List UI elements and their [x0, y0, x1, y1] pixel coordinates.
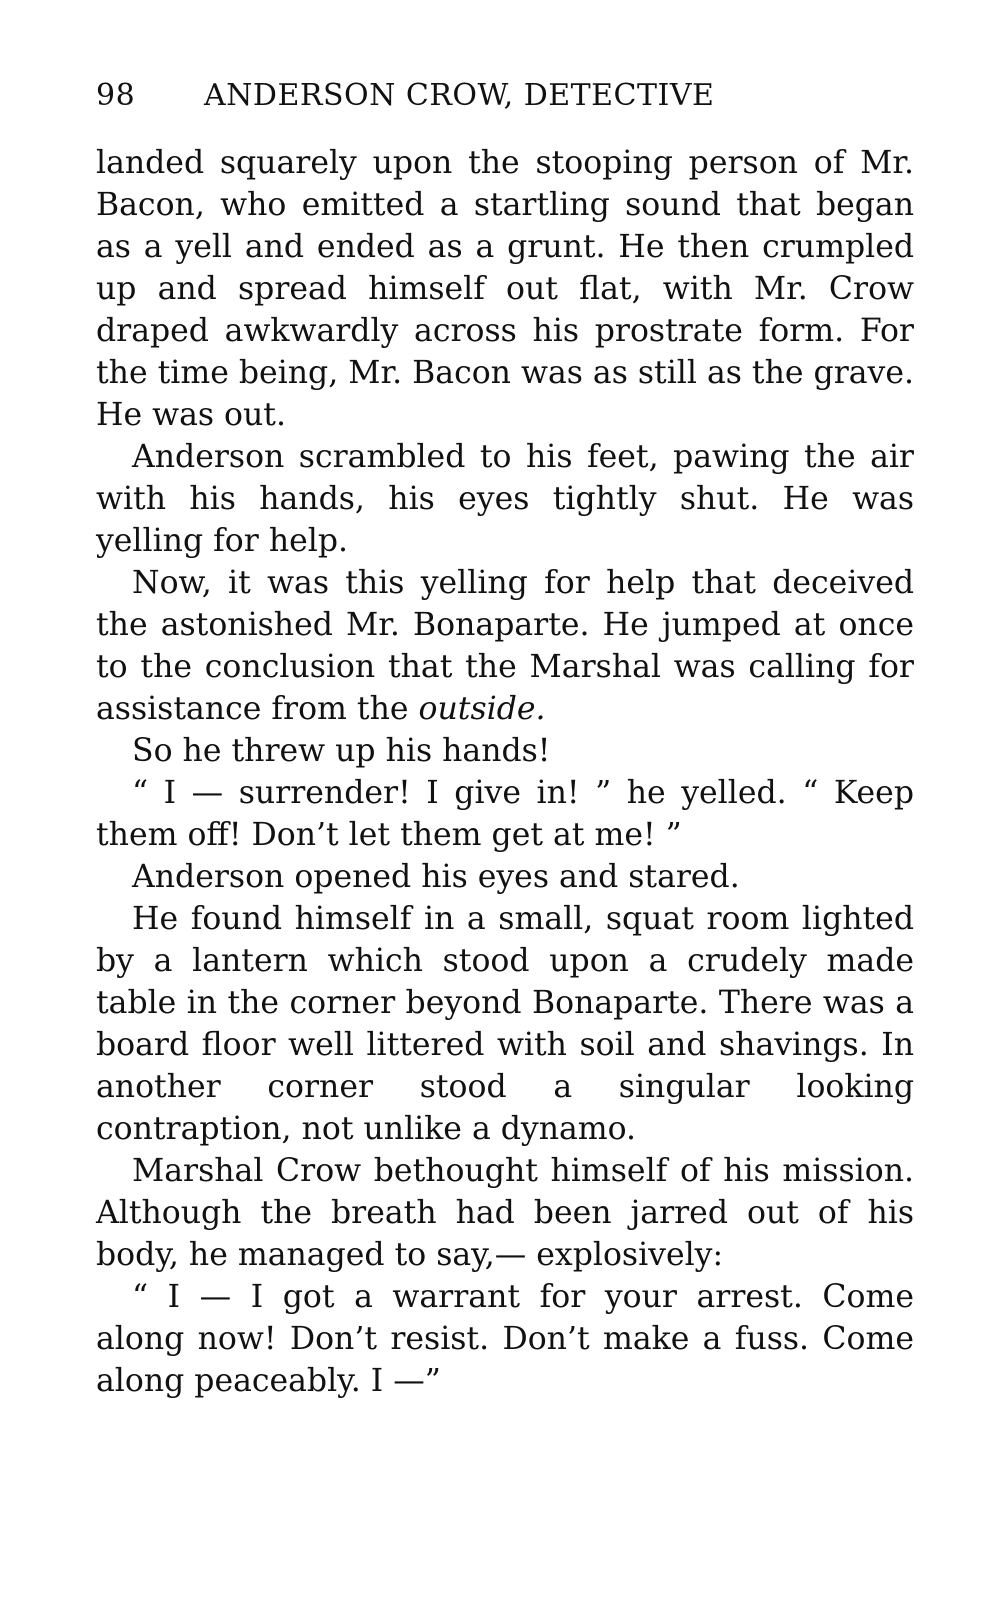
running-title: ANDERSON CROW, DETECTIVE — [204, 78, 715, 113]
paragraph-9: “ I — I got a warrant for your arrest. Come along now! Don’t resist. Don’t make a fuss. Come along peaceably. I —” — [96, 1279, 914, 1399]
page-number: 98 — [96, 78, 136, 113]
emphasis-outside: outside. — [418, 691, 546, 727]
running-head — [96, 70, 914, 122]
paragraph-3 — [96, 562, 914, 730]
paragraph-3-text: Now, it was this yelling for help that deceived the astonished Mr. Bonaparte. He jumped at once to the conclusion that the Marshal was calling for assistance from the — [96, 565, 914, 727]
paragraph-4: So he threw up his hands! — [132, 733, 551, 769]
paragraph-8: Marshal Crow bethought himself of his mission. Although the breath had been jarred out of his body, he managed to say,— explosively: — [96, 1153, 914, 1273]
book-page — [96, 70, 914, 1402]
paragraph-2: Anderson scrambled to his feet, pawing the air with his hands, his eyes tightly shut. He was yelling for help. — [96, 439, 914, 559]
body-text — [96, 142, 914, 1402]
paragraph-7: He found himself in a small, squat room lighted by a lantern which stood upon a crudely made table in the corner beyond Bonaparte. There was a board floor well littered with soil and shavings. In another corner stood a singular looking contraption, not unlike a dynamo. — [96, 901, 914, 1147]
paragraph-5: “ I — surrender! I give in! ” he yelled. “ Keep them off! Don’t let them get at me! ” — [96, 775, 914, 853]
paragraph-6: Anderson opened his eyes and stared. — [132, 859, 740, 895]
paragraph-1: landed squarely upon the stooping person of Mr. Bacon, who emitted a startling sound that began as a yell and ended as a grunt. He then crumpled up and spread himself out flat, with Mr. Crow draped awkwardly across his prostrate form. For the time being, Mr. Bacon was as still as the grave. He was out. — [96, 145, 914, 433]
